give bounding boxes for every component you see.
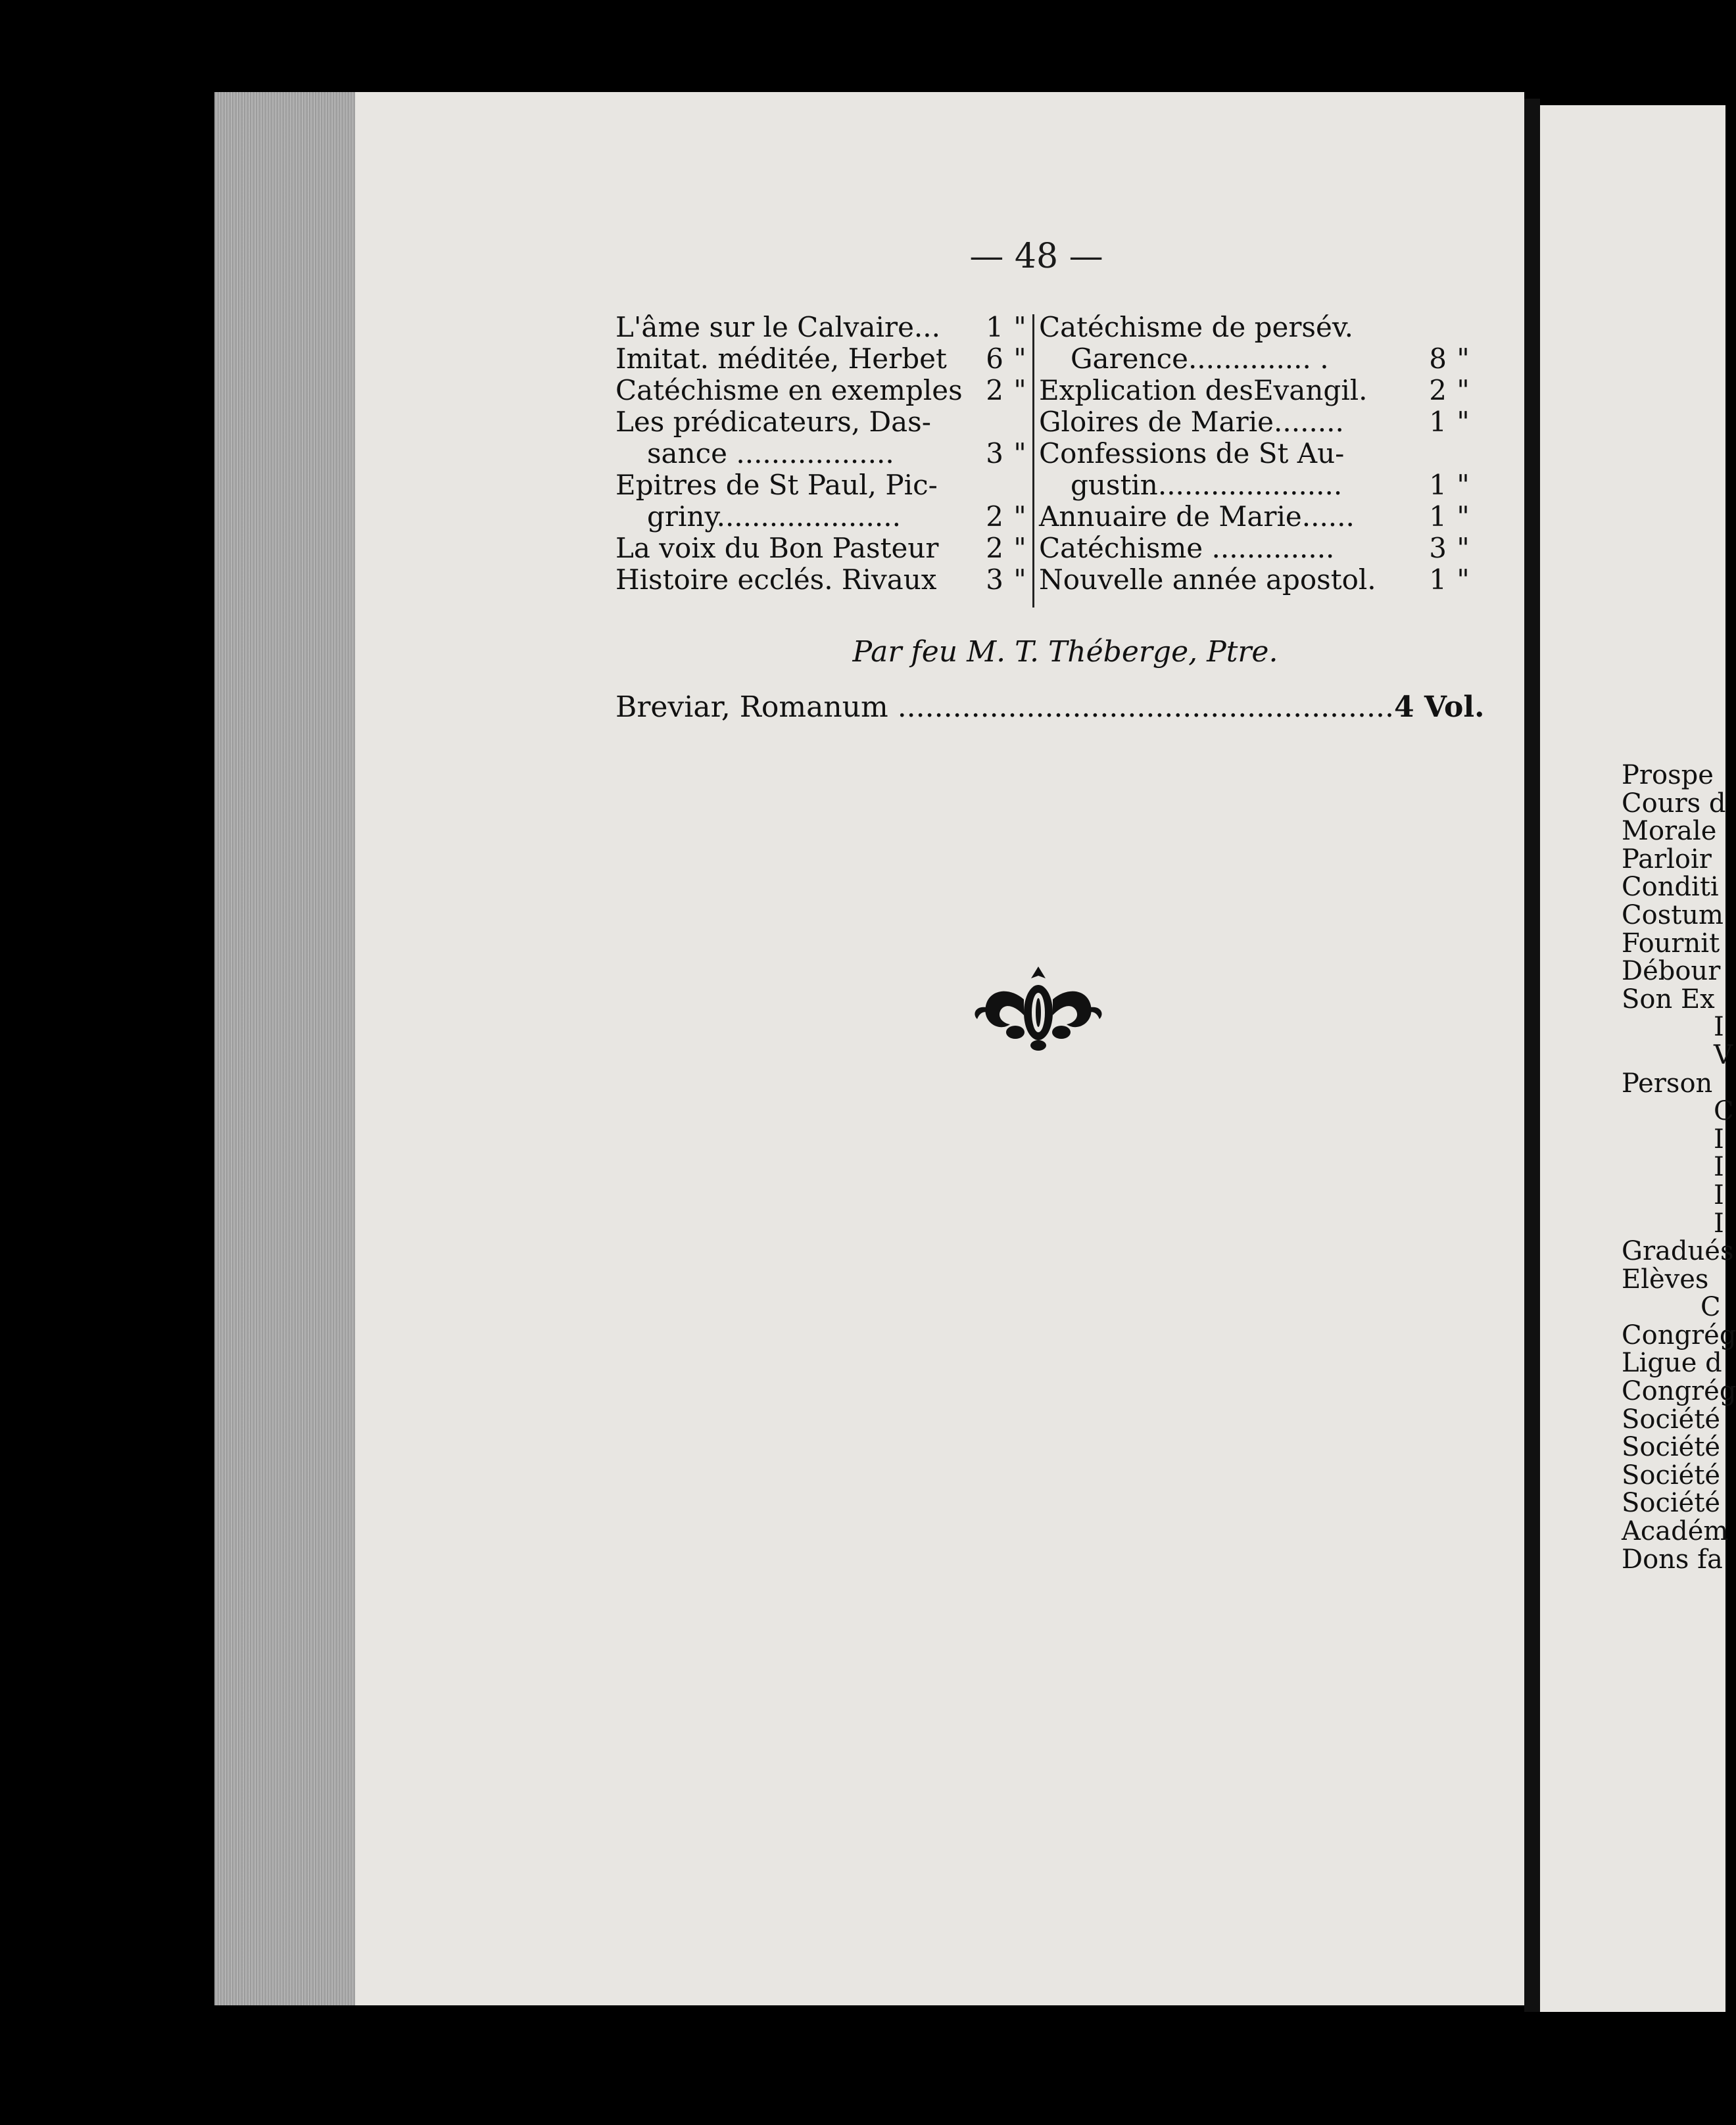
list-item: I bbox=[1714, 1208, 1724, 1239]
list-item: Gradués bbox=[1622, 1236, 1734, 1267]
list-item: I bbox=[1714, 1180, 1724, 1210]
list-item: Les prédicateurs, Das- bbox=[615, 406, 931, 438]
list-item: Société bbox=[1622, 1460, 1721, 1491]
list-item: Elèves bbox=[1622, 1264, 1709, 1295]
list-item: Explication desEvangil. 2 " bbox=[1039, 374, 1470, 406]
list-item: La voix du Bon Pasteur 2 " bbox=[615, 532, 1026, 564]
list-item: Société bbox=[1622, 1488, 1721, 1519]
list-item: Conditi bbox=[1622, 872, 1719, 903]
list-item: Débour bbox=[1622, 956, 1721, 987]
list-item: Imitat. méditée, Herbet 6 " bbox=[615, 343, 1026, 375]
list-item: Garence.............. . 8 " bbox=[1071, 343, 1470, 375]
list-item: Confessions de St Au- bbox=[1039, 437, 1345, 469]
list-item: Prospe bbox=[1622, 760, 1714, 790]
list-item: Son Ex bbox=[1622, 984, 1715, 1015]
list-item: griny..................... 2 " bbox=[647, 500, 1026, 533]
book-page-edge bbox=[214, 92, 366, 2005]
breviar-entry bbox=[615, 690, 1485, 726]
list-item: Dons fa bbox=[1622, 1544, 1723, 1575]
list-item: Morale bbox=[1622, 816, 1717, 847]
list-item: Société bbox=[1622, 1432, 1721, 1463]
book-gutter bbox=[1524, 99, 1540, 2012]
list-item: Catéchisme .............. 3 " bbox=[1039, 532, 1470, 564]
list-item: Congrég bbox=[1622, 1320, 1736, 1350]
list-item: Histoire ecclés. Rivaux 3 " bbox=[615, 563, 1026, 596]
list-item: Gloires de Marie........ 1 " bbox=[1039, 406, 1470, 438]
donor-caption: Par feu M. T. Théberge, Ptre. bbox=[852, 635, 1278, 669]
list-item: Ligue d bbox=[1622, 1348, 1722, 1379]
book-list-right-column bbox=[1039, 312, 1480, 596]
list-item: Fournit bbox=[1622, 928, 1720, 959]
list-item: Costum bbox=[1622, 899, 1724, 930]
list-item: C bbox=[1714, 1096, 1734, 1127]
list-item: I bbox=[1714, 1124, 1724, 1155]
page-number: — 48 — bbox=[969, 237, 1103, 276]
list-item: sance .................. 3 " bbox=[647, 437, 1026, 469]
list-item: Société bbox=[1622, 1404, 1721, 1435]
list-item: Congrég bbox=[1622, 1376, 1736, 1407]
breviar-volumes: 4 Vol. bbox=[1393, 690, 1485, 724]
list-item: Cours d bbox=[1622, 788, 1726, 819]
right-page-index bbox=[1622, 760, 1736, 1575]
list-item: Annuaire de Marie...... 1 " bbox=[1039, 500, 1470, 533]
column-divider bbox=[1032, 314, 1034, 608]
list-item: Parloir bbox=[1622, 844, 1712, 874]
list-item: Catéchisme en exemples 2 " bbox=[615, 374, 1026, 406]
breviar-title: Breviar, Romanum ...................................................... bbox=[615, 690, 1394, 724]
list-item: L'âme sur le Calvaire... 1 " bbox=[615, 311, 1026, 343]
list-item: I bbox=[1714, 1012, 1724, 1043]
list-item: Nouvelle année apostol. 1 " bbox=[1039, 563, 1470, 596]
list-item: I bbox=[1714, 1152, 1724, 1183]
list-item: V bbox=[1714, 1039, 1733, 1070]
list-item: Catéchisme de persév. bbox=[1039, 311, 1353, 343]
list-item: C bbox=[1700, 1292, 1721, 1323]
list-item: gustin..................... 1 " bbox=[1071, 469, 1470, 501]
list-item: Epitres de St Paul, Pic- bbox=[615, 469, 938, 501]
floral-ornament-icon bbox=[969, 960, 1107, 1059]
book-list-left-column bbox=[615, 312, 1036, 596]
list-item: Académ bbox=[1622, 1516, 1729, 1547]
list-item: Person bbox=[1622, 1068, 1713, 1099]
